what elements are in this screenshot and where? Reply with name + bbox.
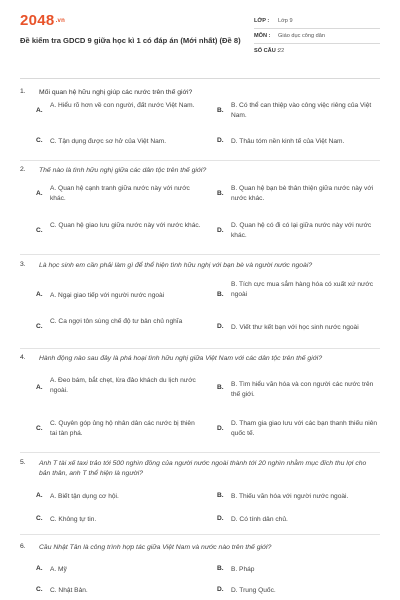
question-divider <box>20 452 380 453</box>
info-value: Lớp 9 <box>278 18 293 24</box>
option-text: C. Quan hệ giao lưu giữa nước này với nước khác. <box>50 222 201 229</box>
option-letter: A. <box>36 107 43 114</box>
quiz-info-panel <box>254 14 380 59</box>
option-letter: D. <box>217 227 224 234</box>
option-letter: A. <box>36 291 43 298</box>
option-text: C. Ca ngợi tôn sùng chế độ tư bản chủ nghĩa <box>50 318 183 325</box>
question-number: 6. <box>20 543 26 550</box>
option-text: A. Hiểu rõ hơn về con người, đất nước Việt Nam. <box>50 102 195 109</box>
question-text: Hành động nào sau đây là phá hoại tình hữu nghị giữa Việt Nam với các dân tộc trên thế giới? <box>39 355 323 362</box>
logo-text: 2048 <box>20 12 55 29</box>
option-text: D. Trung Quốc. <box>231 587 276 594</box>
option-letter: B. <box>217 190 224 197</box>
question-text: Anh T tài xế taxi trảo tới 500 nghìn đồng của người nước ngoài thành tới 20 nghìn nhằm mục đích thu lợi cho bản thân, anh T thể hiện là người? <box>39 460 367 477</box>
info-row-class <box>254 14 380 29</box>
option-letter: B. <box>217 107 224 114</box>
option-letter: D. <box>217 586 224 593</box>
site-logo[interactable] <box>20 12 65 32</box>
question-divider <box>20 254 380 255</box>
option-letter: A. <box>36 492 43 499</box>
header-divider <box>20 78 380 79</box>
option-text: B. Quan hệ bạn bè thân thiện giữa nước này với nước khác. <box>231 185 374 202</box>
option-text: B. Có thể can thiệp vào công việc riêng của Việt Nam. <box>231 102 372 119</box>
option-letter: B. <box>217 565 224 572</box>
info-label: SỐ CÂU : <box>254 48 280 54</box>
option-text: B. Thiếu văn hóa với người nước ngoài. <box>231 493 349 500</box>
option-text: C. Tận dụng được sơ hở của Việt Nam. <box>50 138 167 145</box>
option-text: B. Tích cực mua sắm hàng hóa có xuất xứ nước ngoài <box>231 281 374 298</box>
option-text: A. Quan hệ cạnh tranh giữa nước này với nước khác. <box>50 185 190 202</box>
question-divider <box>20 348 380 349</box>
question-number: 5. <box>20 459 26 466</box>
option-text: D. Quan hệ có đi có lại giữa nước này với nước khác. <box>231 222 372 239</box>
option-text: C. Không tự tin. <box>50 516 97 523</box>
option-letter: D. <box>217 323 224 330</box>
question-text: Thế nào là tình hữu nghị giữa các dân tộc trên thế giới? <box>39 167 207 174</box>
option-letter: D. <box>217 425 224 432</box>
option-text: D. Có tính dân chủ. <box>231 516 288 523</box>
option-letter: A. <box>36 190 43 197</box>
option-text: C. Quyên góp ủng hộ nhân dân các nước bị thiên tai tàn phá. <box>50 420 195 437</box>
info-value: 22 <box>278 48 285 54</box>
option-letter: C. <box>36 515 43 522</box>
page-title: Đề kiểm tra GDCD 9 giữa học kì 1 có đáp án (Mới nhất) (Đề 8) <box>20 36 241 45</box>
option-text: D. Tham gia giao lưu với các bạn thanh thiếu niên quốc tế. <box>231 420 378 437</box>
info-label: LỚP : <box>254 18 270 24</box>
option-letter: C. <box>36 323 43 330</box>
question-number: 4. <box>20 354 26 361</box>
question-number: 3. <box>20 261 26 268</box>
page-header <box>20 12 380 78</box>
logo-suffix: .vn <box>55 18 66 25</box>
question-text: Mối quan hệ hữu nghị giúp các nước trên thế giới? <box>39 89 193 96</box>
question-divider <box>20 160 380 161</box>
question-number: 1. <box>20 88 26 95</box>
option-letter: C. <box>36 137 43 144</box>
question-text: Cầu Nhật Tân là công trình hợp tác giữa Việt Nam và nước nào trên thế giới? <box>39 544 272 551</box>
option-letter: A. <box>36 384 43 391</box>
option-letter: C. <box>36 425 43 432</box>
info-label: MÔN : <box>254 33 271 39</box>
option-text: A. Biết tận dụng cơ hội. <box>50 493 119 500</box>
option-letter: B. <box>217 492 224 499</box>
option-text: C. Nhật Bản. <box>50 587 88 594</box>
option-letter: A. <box>36 565 43 572</box>
option-text: A. Mỹ <box>50 566 67 573</box>
option-letter: D. <box>217 515 224 522</box>
option-letter: B. <box>217 291 224 298</box>
option-text: A. Ngại giao tiếp với người nước ngoài <box>50 292 165 299</box>
option-letter: C. <box>36 586 43 593</box>
question-text: Là học sinh em cần phải làm gì để thể hiện tình hữu nghị với bạn bè và người nước ngoài? <box>39 262 313 269</box>
option-text: D. Thâu tóm nền kinh tế của Việt Nam. <box>231 138 345 145</box>
info-row-subject <box>254 29 380 44</box>
option-letter: C. <box>36 227 43 234</box>
info-value: Giáo dục công dân <box>278 33 325 39</box>
option-letter: D. <box>217 137 224 144</box>
option-text: B. Pháp <box>231 566 255 573</box>
option-letter: B. <box>217 384 224 391</box>
question-divider <box>20 534 380 535</box>
option-text: D. Viết thư kết bạn với học sinh nước ngoài <box>231 324 359 331</box>
option-text: B. Tìm hiểu văn hóa và con người các nước trên thế giới. <box>231 381 374 398</box>
question-number: 2. <box>20 166 26 173</box>
info-row-count <box>254 44 380 59</box>
option-text: A. Đeo bám, bắt chẹt, lừa đảo khách du lịch nước ngoài. <box>50 377 196 394</box>
